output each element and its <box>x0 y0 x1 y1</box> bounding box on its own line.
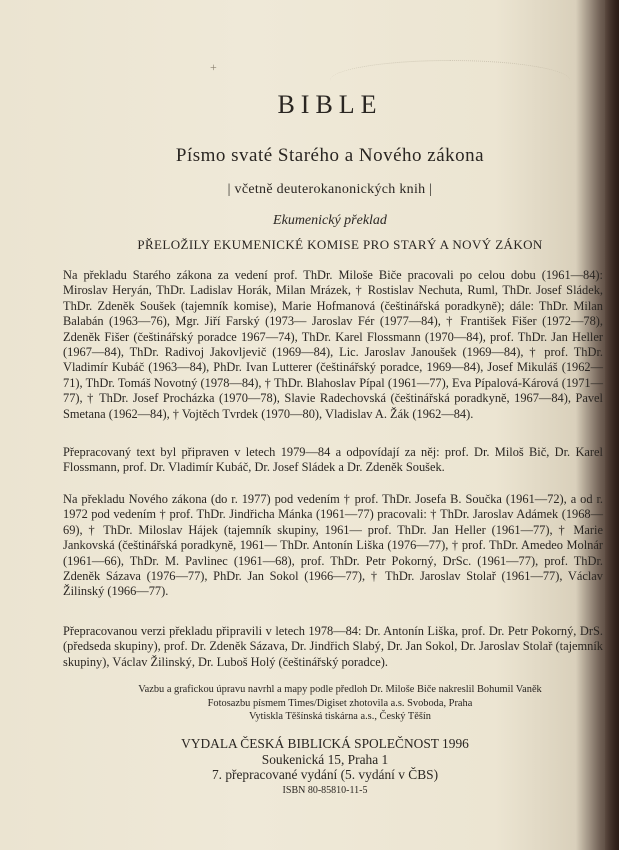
book-gutter-edge <box>605 0 619 850</box>
credits-typesetting: Fotosazbu písmem Times/Digiset zhotovila a.s. Svoboda, Praha <box>207 697 473 709</box>
edition-name: Ekumenický překlad <box>273 213 387 228</box>
credits-binding: Vazbu a grafickou úpravu navrhl a mapy podle předloh Dr. Miloše Biče nakreslil Bohumil Vaněk <box>138 684 542 695</box>
old-testament-revision: Přepracovaný text byl připraven v letech 1979—84 a odpovídají za něj: prof. Dr. Miloš Bič, Dr. Karel Flossmann, prof. Dr. Vladimír Kubáč, Dr. Josef Sládek a Dr. Zdeněk Soušek. <box>63 445 603 475</box>
new-testament-translators: Na překladu Nového zákona (do r. 1977) pod vedením † prof. ThDr. Josefa B. Součka (1961—72), a od r. 1972 pod vedením † prof. ThDr. Jindřicha Mánka (1961—77) pracovali: † ThDr. Jaroslav Adámek (1968—69), † ThDr. Miloslav Hájek (tajemník skupiny, 1961— prof. ThDr. Jan Heller (1961—77), † Marie Jankovská (češtinářská poradkyně, 1961— ThDr. Antonín Liška (1976—77), † prof. ThDr. Amedeo Molnár (1961—66), ThDr. M. Pavlinec (1961—68), prof. ThDr. Petr Pokorný, DrSc. (1961—77), prof. ThDr. Zdeněk Sázava (1976—77), PhDr. Jan Sokol (1966—77), † ThDr. Jaroslav Stolař (1961—77), Václav Žilinský (1966—77). <box>63 492 603 599</box>
book-subtitle: Písmo svaté Starého a Nového zákona <box>175 145 485 166</box>
credits-printing: Vytiskla Těšínská tiskárna a.s., Český Těšín <box>248 711 431 723</box>
translators-heading: PŘELOŽILY EKUMENICKÉ KOMISE PRO STARÝ A NOVÝ ZÁKON <box>137 237 543 252</box>
publisher-address: Soukenická 15, Praha 1 <box>261 751 389 767</box>
inclusion-note: | včetně deuterokanonických knih | <box>227 182 433 197</box>
pencil-mark: + <box>210 60 217 74</box>
publisher-name: VYDALA ČESKÁ BIBLICKÁ SPOLEČNOST 1996 <box>181 736 469 751</box>
book-title: BIBLE <box>277 90 383 119</box>
edition-info: 7. přepracované vydání (5. vydání v ČBS) <box>211 767 439 783</box>
old-testament-translators: Na překladu Starého zákona za vedení prof. ThDr. Miloše Biče pracovali po celou dobu (1961—84): Miroslav Heryán, ThDr. Ladislav Horák, Milan Mrázek, † Rostislav Nechuta, Ruml, ThDr. Josef Sládek, ThDr. Zdeněk Soušek (tajemník komise), Marie Hofmanová (češtinářská poradkyně); dále: ThDr. Milan Balabán (1963—76), Mgr. Jiří Farský (1973— Jaroslav Fér (1977—84), † František Fišer (1972—78), Zdeněk Fišer (češtinářský poradce 1967—74), ThDr. Karel Flossmann (1970—84), prof. ThDr. Jan Heller (1967—84), ThDr. Radivoj Jakovljevič (1969—84), Lic. Jaroslav Janoušek (1969—84), † prof. ThDr. Vladimír Kubáč (1963—84), PhDr. Ivan Lutterer (češtinářský poradce, 1969—84), Josef Mikuláš (1962—71), ThDr. Tomáš Novotný (1978—84), † ThDr. Blahoslav Pípal (1961—77), Eva Pípalová-Kárová (1971—77), † ThDr. Josef Procházka (1970—78), Slavie Radechovská (češtinářská poradkyně, 1967—84), Pavel Smetana (1962—84), † Vojtěch Tvrdek (1970—80), Vladislav A. Žák (1962—84). <box>63 268 603 421</box>
publisher-block <box>90 736 560 798</box>
production-credits <box>60 683 619 724</box>
isbn: ISBN 80-85810-11-5 <box>282 784 368 796</box>
new-testament-revision: Přepracovanou verzi překladu připravili v letech 1978—84: Dr. Antonín Liška, prof. Dr. Petr Pokorný, DrS. (předseda skupiny), prof. Dr. Zdeněk Sázava, Dr. Jindřich Slabý, Dr. Jan Sokol, Dr. Jaroslav Stolař (tajemník skupiny), Václav Žilinský, Dr. Luboš Holý (češtinářský poradce). <box>63 624 603 669</box>
